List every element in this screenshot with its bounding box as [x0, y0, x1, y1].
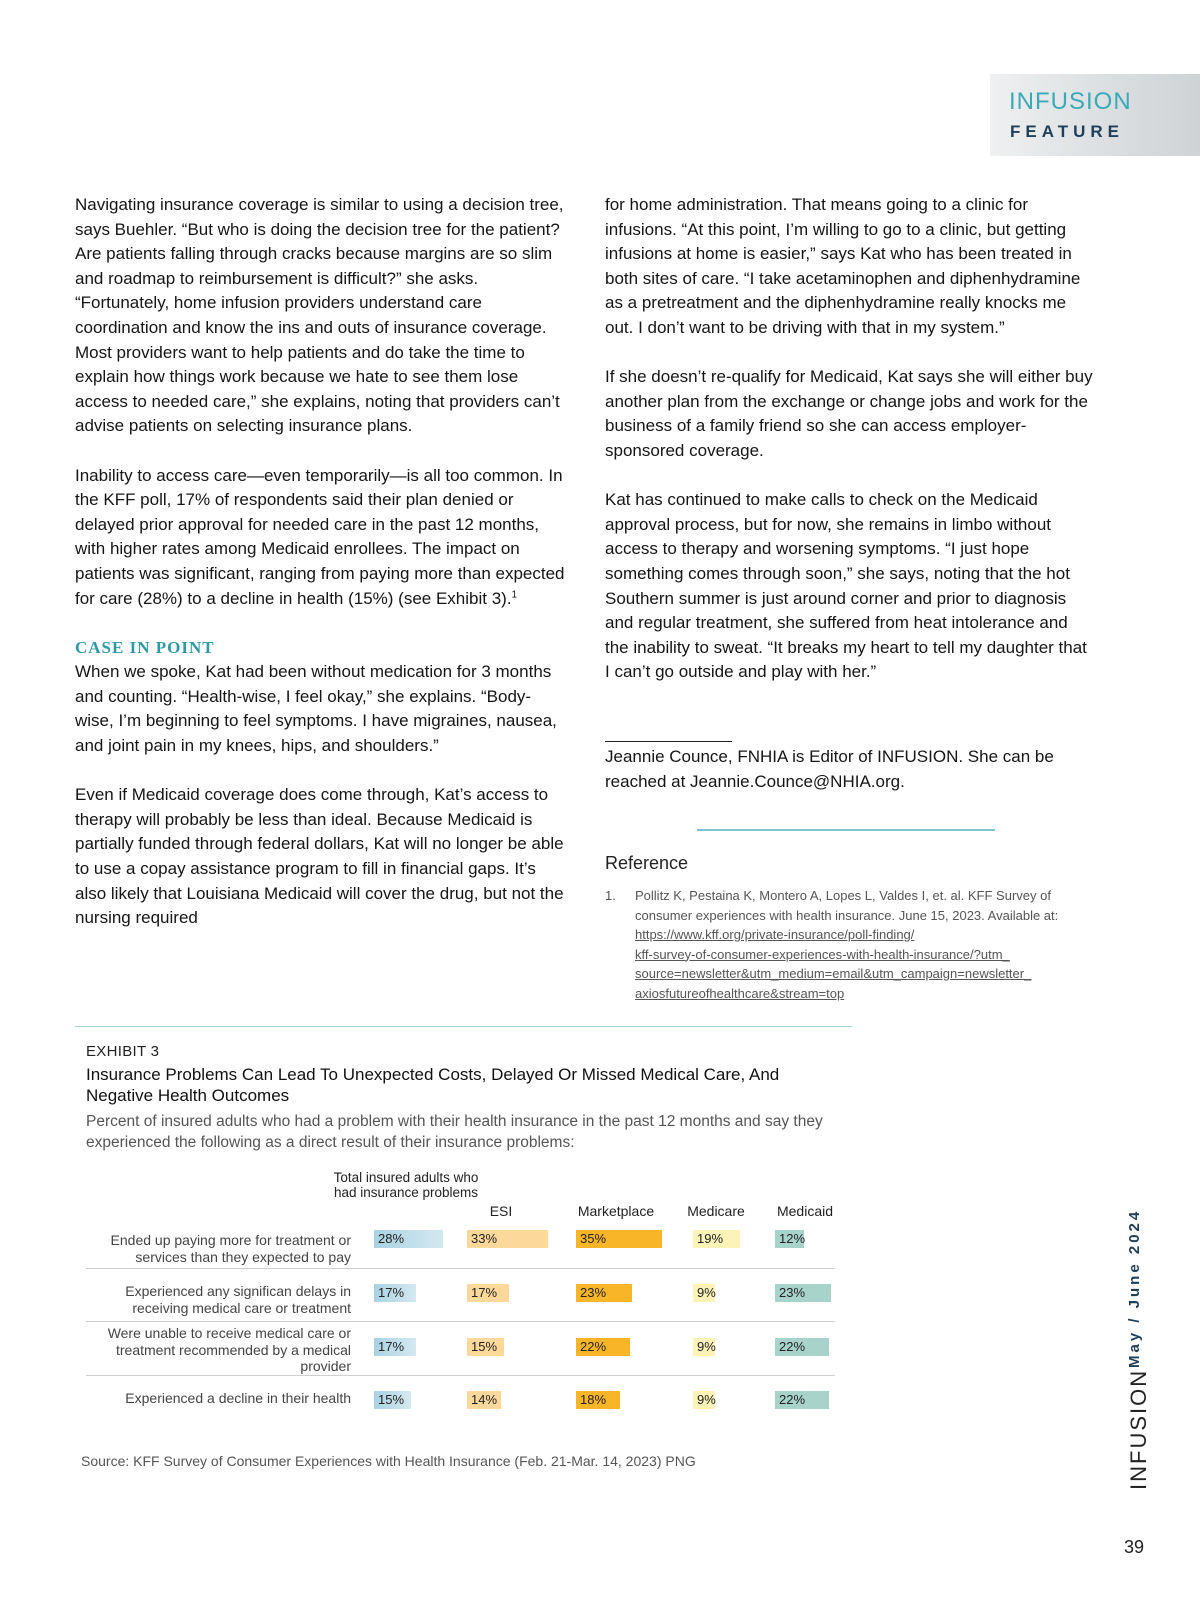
chart-data-label: 22% — [580, 1339, 607, 1354]
chart-row-label: Were unable to receive medical care or treatment recommended by a medical provider — [107, 1325, 351, 1374]
reference-text: Pollitz K, Pestaina K, Montero A, Lopes L, Valdes I, et. al. KFF Survey of consumer experiences with health insurance. June 15, 2023. Available at: — [635, 888, 1059, 923]
section-heading: CASE IN POINT — [75, 637, 215, 657]
left-column — [75, 193, 565, 931]
chart-data-label: 23% — [580, 1285, 607, 1300]
chart-row-label: Ended up paying more for treatment or services than they expected to pay — [110, 1232, 351, 1265]
chart-data-label: 33% — [471, 1231, 498, 1246]
chart-column-header: Medicaid — [776, 1203, 834, 1219]
paragraph: When we spoke, Kat had been without medication for 3 months and counting. “Health-wise, I feel okay,” she explains. “Body-wise, I’m beginning to feel symptoms. I have migraines, nausea, and joint pain in my knees, hips, and shoulders.” — [75, 662, 557, 756]
chart-data-label: 15% — [471, 1339, 498, 1354]
chart-row-label: Experienced any significan delays in receiving medical care or treatment — [125, 1283, 351, 1316]
chart-data-label: 14% — [471, 1392, 498, 1407]
infusion-logo: INFUSION — [1009, 88, 1132, 115]
chart-column-header: Medicare — [687, 1203, 745, 1219]
reference-heading: Reference — [605, 853, 689, 873]
chart-data-label: 22% — [779, 1392, 806, 1407]
chart-data-label: 15% — [378, 1392, 405, 1407]
exhibit-subtitle: Percent of insured adults who had a problem with their health insurance in the past 12 months and say they experienced the following as a direct result of their insurance problems: — [86, 1113, 823, 1151]
chart-data-label: 19% — [697, 1231, 724, 1246]
issue-date: May / June 2024 — [1126, 1208, 1143, 1368]
section-label: FEATURE — [1010, 122, 1125, 141]
chart-row-divider — [86, 1268, 835, 1269]
chart-data-label: 23% — [779, 1285, 806, 1300]
chart-row-label: Experienced a decline in their health — [125, 1390, 351, 1406]
reference-divider — [697, 829, 995, 831]
reference-link[interactable]: kff-survey-of-consumer-experiences-with-health-insurance/?utm_ — [635, 946, 1010, 962]
chart-data-label: 9% — [697, 1339, 716, 1354]
paragraph — [75, 464, 565, 612]
chart-column-header: Total insured adults who had insurance problems — [333, 1170, 479, 1200]
paragraph: Kat has continued to make calls to check on the Medicaid approval process, but for now, she remains in limbo without access to therapy and worsening symptoms. “I just hope something comes through soon,” she says, noting that the hot Southern summer is just around corner and prior to diagnosis and regular treatment, she suffered from heat intolerance and the inability to sweat. “It breaks my heart to tell my daughter that I can’t go outside and play with her.” — [605, 490, 1087, 682]
reference-link[interactable]: axiosfutureofhealthcare&stream=top — [635, 985, 845, 1001]
right-column — [605, 193, 1095, 685]
page-number: 39 — [1124, 1537, 1145, 1557]
exhibit-source: Source: KFF Survey of Consumer Experiences with Health Insurance (Feb. 21-Mar. 14, 2023) PNG — [81, 1453, 696, 1469]
chart-row-divider — [86, 1375, 835, 1376]
reference-text-block — [635, 886, 1075, 1003]
paragraph: Even if Medicaid coverage does come through, Kat’s access to therapy will probably be less than ideal. Because Medicaid is partially funded through federal dollars, Kat will no longer be able to use a copay assistance program to fill in financial gaps. It’s also likely that Louisiana Medicaid will cover the drug, but not the nursing required — [75, 785, 564, 928]
footnote-marker: 1 — [511, 588, 518, 600]
author-bio: Jeannie Counce, FNHIA is Editor of INFUSION. She can be reached at Jeannie.Counce@NHIA.org. — [605, 747, 1054, 791]
paragraph: Navigating insurance coverage is similar to using a decision tree, says Buehler. “But who is doing the decision tree for the patient? Are patients falling through cracks because margins are so slim and roadmap to reimbursement is difficult?” she asks. “Fortunately, home infusion providers understand care coordination and know the ins and outs of insurance coverage. Most providers want to help patients and do take the time to explain how things work because we hate to see them lose access to needed care,” she explains, noting that providers can’t advise patients on selecting insurance plans. — [75, 195, 564, 436]
exhibit-divider — [75, 1026, 852, 1027]
paragraph: If she doesn’t re-qualify for Medicaid, Kat says she will either buy another plan from the exchange or change jobs and work for the business of a family friend so she can access employer-sponsored coverage. — [605, 367, 1093, 460]
chart-data-label: 12% — [779, 1231, 806, 1246]
bio-divider — [605, 741, 732, 742]
chart-data-label: 17% — [378, 1285, 405, 1300]
chart-data-label: 17% — [378, 1339, 405, 1354]
paragraph: for home administration. That means going to a clinic for infusions. “At this point, I’m willing to go to a clinic, but getting infusions at home is easier,” says Kat who has been treated in both sites of care. “I take acetaminophen and diphenhydramine as a pretreatment and the diphenhydramine really knocks me out. I don’t want to be driving with that in my system.” — [605, 195, 1081, 337]
chart-data-label: 18% — [580, 1392, 607, 1407]
reference-link[interactable]: https://www.kff.org/private-insurance/poll-finding/ — [635, 927, 915, 942]
chart-column-header: Marketplace — [577, 1203, 655, 1219]
paragraph-text: Inability to access care—even temporarily—is all too common. In the KFF poll, 17% of respondents said their plan denied or delayed prior approval for needed care in the past 12 months, with higher rates among Medicaid enrollees. The impact on patients was significant, ranging from paying more than expected for care (28%) to a decline in health (15%) (see Exhibit 3). — [75, 465, 565, 608]
reference-number: 1. — [605, 888, 616, 903]
reference-link[interactable]: source=newsletter&utm_medium=email&utm_campaign=newsletter_ — [635, 966, 1032, 981]
chart-data-label: 9% — [697, 1285, 716, 1300]
exhibit-title: Insurance Problems Can Lead To Unexpected Costs, Delayed Or Missed Medical Care, And Negative Health Outcomes — [86, 1065, 780, 1105]
chart-data-label: 35% — [580, 1231, 607, 1246]
side-logo: INFUSION — [1126, 1368, 1151, 1490]
chart-data-label: 17% — [471, 1285, 498, 1300]
exhibit-label: EXHIBIT 3 — [86, 1043, 160, 1060]
chart-data-label: 22% — [779, 1339, 806, 1354]
chart-row-divider — [86, 1321, 835, 1322]
chart-data-label: 28% — [378, 1231, 405, 1246]
chart-data-label: 9% — [697, 1392, 716, 1407]
chart-column-header: ESI — [489, 1203, 513, 1219]
